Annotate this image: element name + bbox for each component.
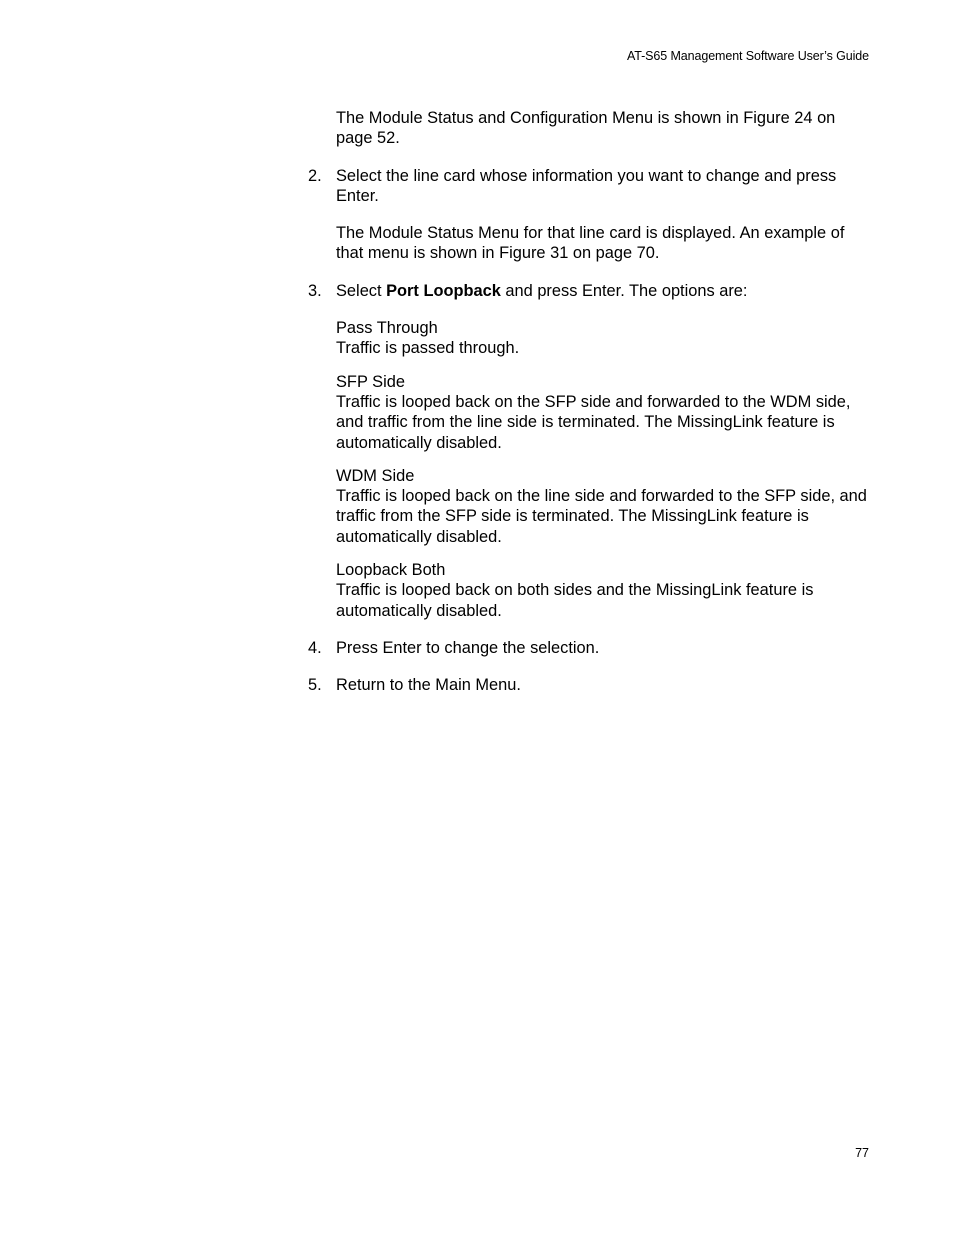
step-2-note: The Module Status Menu for that line card is displayed. An example of that menu is shown in Figure 31 on page 70. (336, 224, 845, 263)
option-loopback-both (336, 560, 870, 621)
step-3 (308, 281, 870, 301)
step-text: Press Enter to change the selection. (336, 638, 600, 657)
step-text: Select the line card whose information you want to change and press Enter. (336, 166, 837, 205)
step-5 (308, 675, 870, 695)
step-4 (308, 638, 870, 658)
step-2 (308, 166, 870, 207)
option-pass-through (336, 318, 870, 359)
step-number: 4. (308, 638, 322, 657)
option-title: Pass Through (336, 319, 438, 338)
option-title: SFP Side (336, 372, 405, 391)
step-text-after: and press Enter. The options are: (500, 281, 748, 300)
step-number: 3. (308, 281, 322, 300)
option-description: Traffic is looped back on the line side and forwarded to the SFP side, and traffic from the SFP side is terminated. The MissingLink feature is automatically disabled. (336, 487, 867, 546)
step-number: 2. (308, 166, 322, 185)
intro-paragraph: The Module Status and Configuration Menu is shown in Figure 24 on page 52. (336, 109, 836, 148)
page-number: 77 (855, 1146, 869, 1160)
step-number: 5. (308, 676, 322, 695)
menu-option-name: Port Loopback (386, 281, 501, 300)
option-title: Loopback Both (336, 561, 446, 580)
option-description: Traffic is looped back on both sides and the MissingLink feature is automatically disabled. (336, 581, 814, 620)
option-title: WDM Side (336, 466, 415, 485)
running-header: AT-S65 Management Software User’s Guide (626, 49, 869, 63)
option-description: Traffic is looped back on the SFP side and forwarded to the WDM side, and traffic from the line side is terminated. The MissingLink feature is automatically disabled. (336, 392, 851, 452)
step-text-before: Select (336, 281, 387, 300)
document-body (308, 108, 870, 713)
step-text: Return to the Main Menu. (336, 676, 521, 695)
option-wdm-side (336, 466, 870, 547)
option-description: Traffic is passed through. (336, 339, 520, 358)
option-sfp-side (336, 372, 870, 453)
